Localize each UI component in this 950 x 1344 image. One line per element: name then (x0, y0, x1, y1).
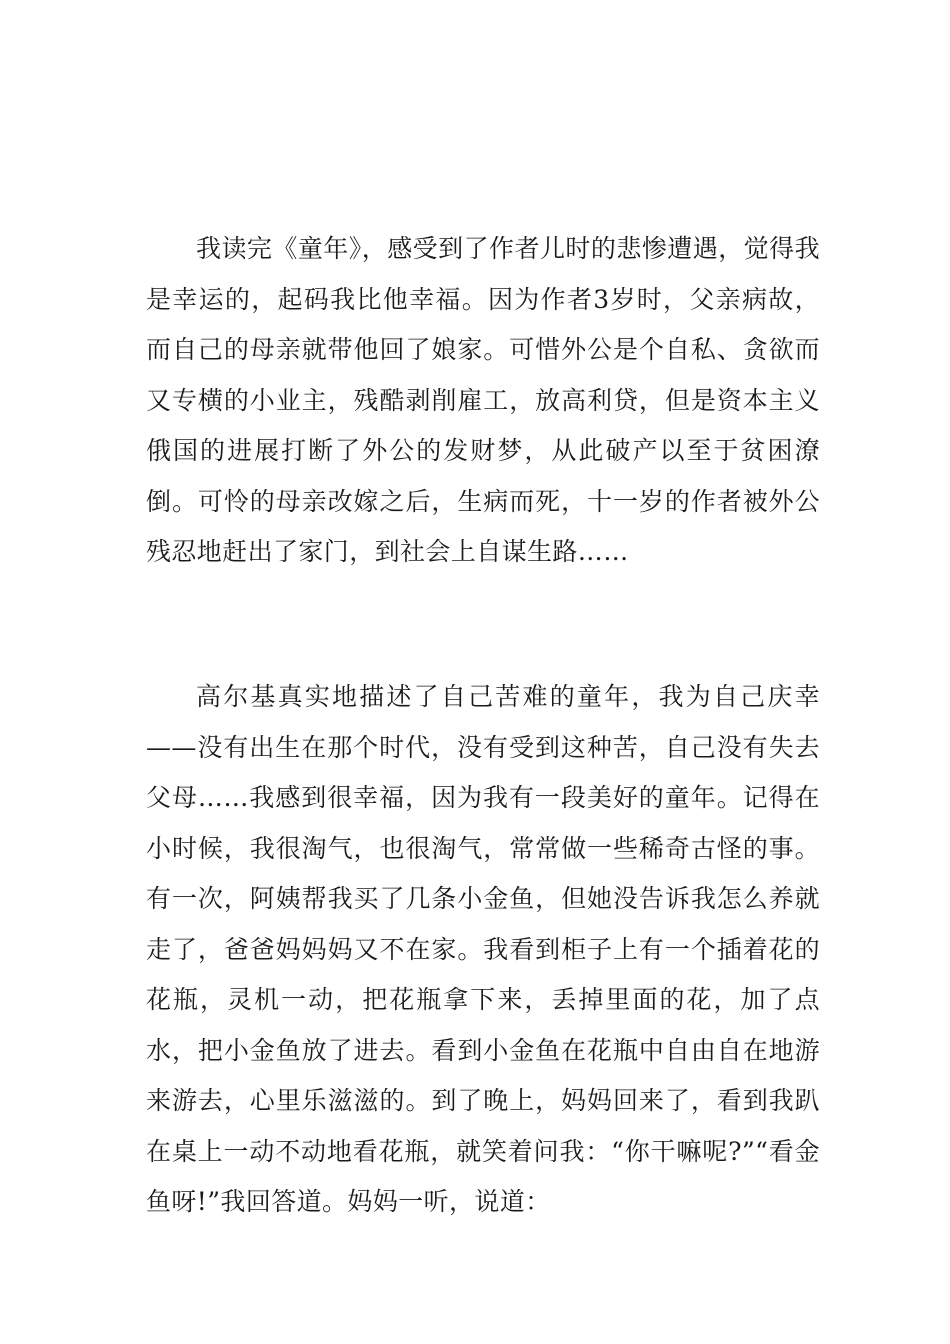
paragraph-goldfish-story: 高尔基真实地描述了自己苦难的童年，我为自己庆幸——没有出生在那个时代，没有受到这种苦，自己没有失去父母……我感到很幸福，因为我有一段美好的童年。记得在小时候，我很淘气，也很淘气，常常做一些稀奇古怪的事。有一次，阿姨帮我买了几条小金鱼，但她没告诉我怎么养就走了，爸爸妈妈妈又不在家。我看到柜子上有一个插着花的花瓶，灵机一动，把花瓶拿下来，丢掉里面的花，加了点水，把小金鱼放了进去。看到小金鱼在花瓶中自由自在地游来游去，心里乐滋滋的。到了晚上，妈妈回来了，看到我趴在桌上一动不动地看花瓶，就笑着问我：“你干嘛呢?”“看金鱼呀!”我回答道。妈妈一听，说道： (146, 682, 820, 1216)
paragraph-childhood-reflection: 我读完《童年》，感受到了作者儿时的悲惨遭遇，觉得我是幸运的，起码我比他幸福。因为作者3岁时，父亲病故，而自己的母亲就带他回了娘家。可惜外公是个自私、贪欲而又专横的小业主，残酷剥削雇工，放高利贷，但是资本主义俄国的进展打断了外公的发财梦，从此破产以至于贫困潦倒。可怜的母亲改嫁之后，生病而死，十一岁的作者被外公残忍地赶出了家门，到社会上自谋生路…… (146, 234, 820, 566)
